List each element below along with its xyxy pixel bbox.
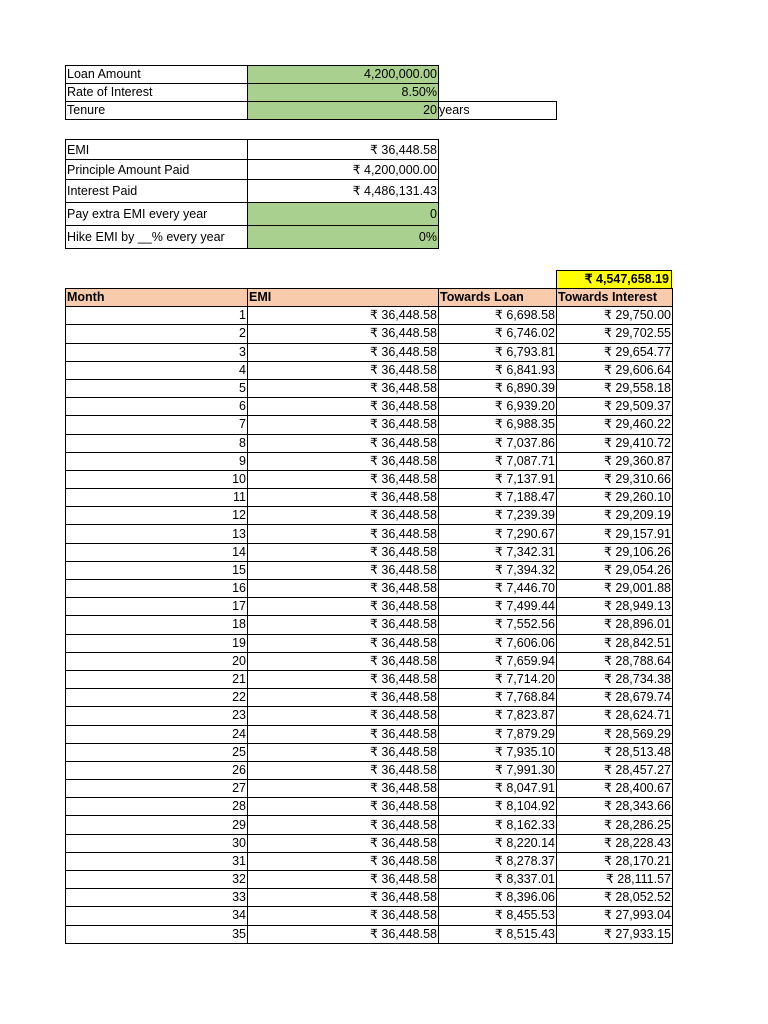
cell-emi: ₹ 36,448.58 — [248, 361, 439, 379]
cell-towards-loan: ₹ 6,698.58 — [439, 307, 557, 325]
cell-emi: ₹ 36,448.58 — [248, 634, 439, 652]
extra-emi-input[interactable]: 0 — [248, 203, 439, 226]
table-row — [66, 416, 673, 434]
cell-towards-loan: ₹ 7,768.84 — [439, 689, 557, 707]
cell-towards-interest: ₹ 28,228.43 — [557, 834, 673, 852]
cell-towards-loan: ₹ 8,515.43 — [439, 925, 557, 943]
cell-towards-interest: ₹ 28,170.21 — [557, 852, 673, 870]
cell-emi: ₹ 36,448.58 — [248, 452, 439, 470]
cell-towards-interest: ₹ 29,360.87 — [557, 452, 673, 470]
cell-towards-interest: ₹ 28,457.27 — [557, 761, 673, 779]
header-emi: EMI — [248, 289, 439, 307]
cell-emi: ₹ 36,448.58 — [248, 525, 439, 543]
cell-towards-interest: ₹ 29,509.37 — [557, 398, 673, 416]
table-row — [66, 307, 673, 325]
cell-emi: ₹ 36,448.58 — [248, 398, 439, 416]
cell-month: 8 — [66, 434, 248, 452]
interest-value: ₹ 4,486,131.43 — [248, 180, 439, 203]
cell-towards-loan: ₹ 6,988.35 — [439, 416, 557, 434]
cell-emi: ₹ 36,448.58 — [248, 489, 439, 507]
table-row — [66, 670, 673, 688]
table-row — [66, 761, 673, 779]
cell-emi: ₹ 36,448.58 — [248, 670, 439, 688]
cell-towards-interest: ₹ 29,106.26 — [557, 543, 673, 561]
cell-emi: ₹ 36,448.58 — [248, 325, 439, 343]
cell-emi: ₹ 36,448.58 — [248, 580, 439, 598]
cell-towards-loan: ₹ 8,455.53 — [439, 907, 557, 925]
table-row — [66, 361, 673, 379]
cell-towards-loan: ₹ 6,746.02 — [439, 325, 557, 343]
cell-towards-interest: ₹ 28,842.51 — [557, 634, 673, 652]
cell-towards-interest: ₹ 29,001.88 — [557, 580, 673, 598]
cell-emi: ₹ 36,448.58 — [248, 543, 439, 561]
cell-towards-interest: ₹ 29,460.22 — [557, 416, 673, 434]
cell-emi: ₹ 36,448.58 — [248, 307, 439, 325]
table-row — [66, 543, 673, 561]
cell-month: 16 — [66, 580, 248, 598]
cell-towards-interest: ₹ 28,286.25 — [557, 816, 673, 834]
cell-towards-loan: ₹ 8,278.37 — [439, 852, 557, 870]
cell-emi: ₹ 36,448.58 — [248, 434, 439, 452]
tenure-unit-cell — [438, 101, 557, 120]
cell-emi: ₹ 36,448.58 — [248, 343, 439, 361]
rate-input[interactable]: 8.50% — [248, 84, 439, 102]
table-row — [66, 689, 673, 707]
cell-month: 15 — [66, 561, 248, 579]
cell-towards-loan: ₹ 7,188.47 — [439, 489, 557, 507]
cell-towards-loan: ₹ 6,890.39 — [439, 379, 557, 397]
table-row — [66, 580, 673, 598]
cell-month: 10 — [66, 470, 248, 488]
cell-towards-loan: ₹ 6,841.93 — [439, 361, 557, 379]
hike-emi-input[interactable]: 0% — [248, 226, 439, 249]
cell-emi: ₹ 36,448.58 — [248, 743, 439, 761]
loan-amount-label: Loan Amount — [66, 66, 248, 84]
header-towards-interest: Towards Interest — [557, 289, 673, 307]
cell-emi: ₹ 36,448.58 — [248, 725, 439, 743]
cell-towards-loan: ₹ 7,446.70 — [439, 580, 557, 598]
cell-month: 26 — [66, 761, 248, 779]
table-row — [66, 871, 673, 889]
cell-towards-interest: ₹ 29,410.72 — [557, 434, 673, 452]
cell-emi: ₹ 36,448.58 — [248, 852, 439, 870]
header-month: Month — [66, 289, 248, 307]
table-row — [66, 725, 673, 743]
cell-month: 35 — [66, 925, 248, 943]
cell-month: 5 — [66, 379, 248, 397]
cell-month: 12 — [66, 507, 248, 525]
principal-label: Principle Amount Paid — [66, 160, 248, 180]
summary-table — [65, 139, 439, 249]
hike-emi-label: Hike EMI by __% every year — [66, 226, 248, 249]
cell-emi: ₹ 36,448.58 — [248, 689, 439, 707]
cell-towards-interest: ₹ 29,702.55 — [557, 325, 673, 343]
cell-month: 20 — [66, 652, 248, 670]
cell-emi: ₹ 36,448.58 — [248, 598, 439, 616]
cell-towards-loan: ₹ 8,162.33 — [439, 816, 557, 834]
cell-month: 25 — [66, 743, 248, 761]
cell-emi: ₹ 36,448.58 — [248, 798, 439, 816]
cell-towards-interest: ₹ 29,260.10 — [557, 489, 673, 507]
cell-month: 31 — [66, 852, 248, 870]
cell-emi: ₹ 36,448.58 — [248, 907, 439, 925]
amortization-table — [65, 288, 673, 944]
cell-month: 34 — [66, 907, 248, 925]
cell-towards-interest: ₹ 28,624.71 — [557, 707, 673, 725]
cell-towards-interest: ₹ 28,949.13 — [557, 598, 673, 616]
table-row — [66, 743, 673, 761]
table-row — [66, 834, 673, 852]
cell-towards-loan: ₹ 7,137.91 — [439, 470, 557, 488]
cell-emi: ₹ 36,448.58 — [248, 652, 439, 670]
cell-emi: ₹ 36,448.58 — [248, 507, 439, 525]
table-row — [66, 798, 673, 816]
cell-towards-interest: ₹ 28,111.57 — [557, 871, 673, 889]
cell-emi: ₹ 36,448.58 — [248, 889, 439, 907]
cell-towards-loan: ₹ 7,606.06 — [439, 634, 557, 652]
cell-towards-interest: ₹ 28,788.64 — [557, 652, 673, 670]
cell-month: 4 — [66, 361, 248, 379]
loan-amount-input[interactable]: 4,200,000.00 — [248, 66, 439, 84]
table-row — [66, 398, 673, 416]
cell-emi: ₹ 36,448.58 — [248, 780, 439, 798]
table-row — [66, 525, 673, 543]
table-row — [66, 852, 673, 870]
table-row — [66, 434, 673, 452]
cell-towards-interest: ₹ 29,310.66 — [557, 470, 673, 488]
cell-towards-interest: ₹ 29,750.00 — [557, 307, 673, 325]
cell-towards-interest: ₹ 28,400.67 — [557, 780, 673, 798]
cell-month: 6 — [66, 398, 248, 416]
cell-month: 17 — [66, 598, 248, 616]
cell-emi: ₹ 36,448.58 — [248, 925, 439, 943]
cell-month: 33 — [66, 889, 248, 907]
table-header-row — [66, 289, 673, 307]
table-row — [66, 616, 673, 634]
cell-towards-interest: ₹ 28,513.48 — [557, 743, 673, 761]
cell-month: 28 — [66, 798, 248, 816]
cell-towards-loan: ₹ 7,552.56 — [439, 616, 557, 634]
cell-towards-interest: ₹ 29,654.77 — [557, 343, 673, 361]
table-row — [66, 816, 673, 834]
cell-towards-loan: ₹ 7,342.31 — [439, 543, 557, 561]
cell-month: 18 — [66, 616, 248, 634]
interest-label: Interest Paid — [66, 180, 248, 203]
cell-emi: ₹ 36,448.58 — [248, 616, 439, 634]
cell-emi: ₹ 36,448.58 — [248, 761, 439, 779]
loan-inputs-table — [65, 65, 439, 120]
cell-month: 9 — [66, 452, 248, 470]
cell-emi: ₹ 36,448.58 — [248, 470, 439, 488]
cell-towards-loan: ₹ 7,935.10 — [439, 743, 557, 761]
principal-value: ₹ 4,200,000.00 — [248, 160, 439, 180]
cell-month: 19 — [66, 634, 248, 652]
cell-towards-loan: ₹ 6,939.20 — [439, 398, 557, 416]
cell-towards-interest: ₹ 28,343.66 — [557, 798, 673, 816]
cell-towards-interest: ₹ 29,157.91 — [557, 525, 673, 543]
cell-towards-loan: ₹ 8,104.92 — [439, 798, 557, 816]
table-row — [66, 925, 673, 943]
emi-value: ₹ 36,448.58 — [248, 140, 439, 160]
cell-towards-interest: ₹ 27,933.15 — [557, 925, 673, 943]
cell-towards-loan: ₹ 7,394.32 — [439, 561, 557, 579]
header-towards-loan: Towards Loan — [439, 289, 557, 307]
cell-towards-interest: ₹ 27,993.04 — [557, 907, 673, 925]
cell-month: 23 — [66, 707, 248, 725]
cell-month: 29 — [66, 816, 248, 834]
cell-month: 24 — [66, 725, 248, 743]
emi-label: EMI — [66, 140, 248, 160]
cell-month: 13 — [66, 525, 248, 543]
table-row — [66, 780, 673, 798]
cell-towards-interest: ₹ 28,052.52 — [557, 889, 673, 907]
table-row — [66, 379, 673, 397]
table-row — [66, 907, 673, 925]
cell-month: 3 — [66, 343, 248, 361]
cell-emi: ₹ 36,448.58 — [248, 871, 439, 889]
table-row — [66, 598, 673, 616]
cell-towards-loan: ₹ 8,220.14 — [439, 834, 557, 852]
cell-month: 7 — [66, 416, 248, 434]
cell-towards-loan: ₹ 7,290.67 — [439, 525, 557, 543]
table-row — [66, 652, 673, 670]
cell-towards-interest: ₹ 29,606.64 — [557, 361, 673, 379]
total-interest-value: ₹ 4,547,658.19 — [584, 272, 669, 286]
cell-month: 14 — [66, 543, 248, 561]
table-row — [66, 489, 673, 507]
amortization-body — [66, 307, 673, 944]
cell-month: 30 — [66, 834, 248, 852]
tenure-unit-label: years — [439, 103, 470, 117]
cell-towards-loan: ₹ 7,087.71 — [439, 452, 557, 470]
cell-month: 27 — [66, 780, 248, 798]
cell-emi: ₹ 36,448.58 — [248, 834, 439, 852]
total-interest-cell — [556, 270, 672, 289]
cell-month: 2 — [66, 325, 248, 343]
cell-emi: ₹ 36,448.58 — [248, 561, 439, 579]
table-row — [66, 707, 673, 725]
table-row — [66, 325, 673, 343]
table-row — [66, 470, 673, 488]
cell-month: 22 — [66, 689, 248, 707]
cell-towards-loan: ₹ 8,337.01 — [439, 871, 557, 889]
cell-month: 1 — [66, 307, 248, 325]
table-row — [66, 889, 673, 907]
rate-label: Rate of Interest — [66, 84, 248, 102]
cell-towards-interest: ₹ 28,896.01 — [557, 616, 673, 634]
cell-towards-interest: ₹ 29,054.26 — [557, 561, 673, 579]
cell-towards-loan: ₹ 7,659.94 — [439, 652, 557, 670]
cell-emi: ₹ 36,448.58 — [248, 816, 439, 834]
cell-month: 21 — [66, 670, 248, 688]
cell-towards-loan: ₹ 7,823.87 — [439, 707, 557, 725]
cell-towards-loan: ₹ 7,714.20 — [439, 670, 557, 688]
extra-emi-label: Pay extra EMI every year — [66, 203, 248, 226]
cell-month: 32 — [66, 871, 248, 889]
table-row — [66, 507, 673, 525]
cell-towards-loan: ₹ 7,499.44 — [439, 598, 557, 616]
table-row — [66, 452, 673, 470]
cell-month: 11 — [66, 489, 248, 507]
cell-towards-loan: ₹ 7,239.39 — [439, 507, 557, 525]
table-row — [66, 561, 673, 579]
cell-towards-interest: ₹ 29,209.19 — [557, 507, 673, 525]
cell-towards-loan: ₹ 7,991.30 — [439, 761, 557, 779]
cell-towards-interest: ₹ 28,734.38 — [557, 670, 673, 688]
cell-towards-loan: ₹ 7,037.86 — [439, 434, 557, 452]
table-row — [66, 634, 673, 652]
cell-towards-loan: ₹ 8,396.06 — [439, 889, 557, 907]
cell-emi: ₹ 36,448.58 — [248, 416, 439, 434]
table-row — [66, 343, 673, 361]
cell-towards-interest: ₹ 28,679.74 — [557, 689, 673, 707]
cell-emi: ₹ 36,448.58 — [248, 707, 439, 725]
cell-towards-loan: ₹ 7,879.29 — [439, 725, 557, 743]
cell-towards-interest: ₹ 29,558.18 — [557, 379, 673, 397]
cell-towards-loan: ₹ 8,047.91 — [439, 780, 557, 798]
cell-emi: ₹ 36,448.58 — [248, 379, 439, 397]
tenure-label: Tenure — [66, 102, 248, 120]
cell-towards-interest: ₹ 28,569.29 — [557, 725, 673, 743]
cell-towards-loan: ₹ 6,793.81 — [439, 343, 557, 361]
tenure-input[interactable]: 20 — [248, 102, 439, 120]
